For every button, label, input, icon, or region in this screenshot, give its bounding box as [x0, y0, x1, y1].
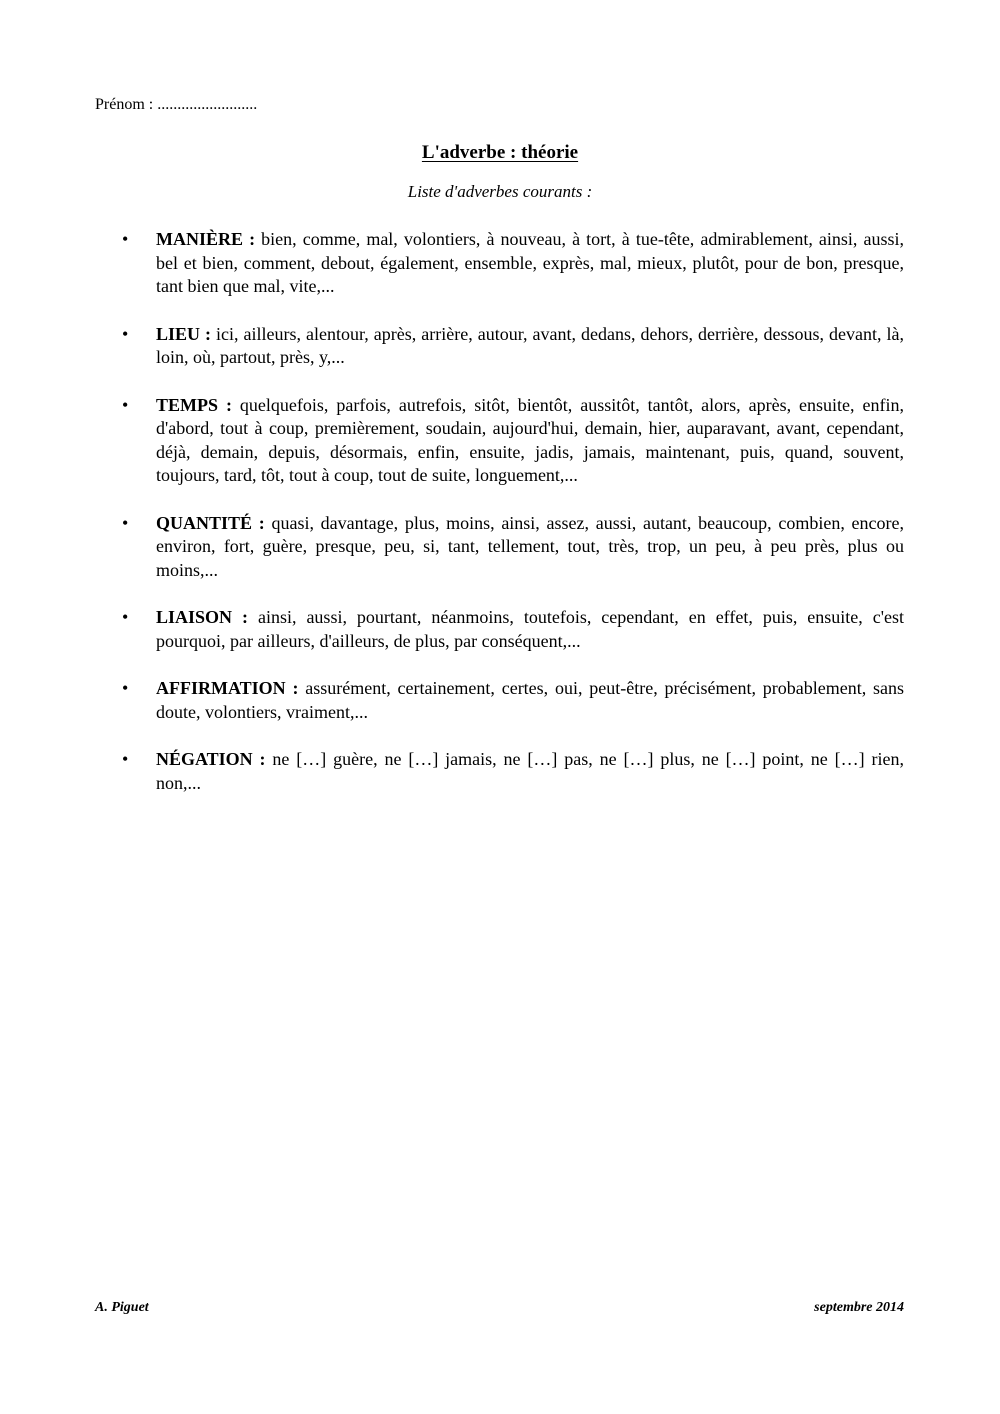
- category-text: assurément, certainement, certes, oui, peut-être, précisément, probablement, sans doute, volontiers, vraiment,...: [156, 678, 904, 722]
- category-label: AFFIRMATION :: [156, 678, 299, 698]
- page-title: L'adverbe : théorie: [421, 142, 579, 163]
- bullet-icon: •: [122, 607, 129, 627]
- bullet-icon: •: [122, 512, 129, 533]
- page-subtitle: Liste d'adverbes courants :: [407, 182, 593, 201]
- category-temps: [122, 394, 904, 488]
- bullet-icon: •: [122, 323, 129, 344]
- footer-date: septembre 2014: [814, 1300, 904, 1315]
- category-text: ainsi, aussi, pourtant, néanmoins, toutefois, cependant, en effet, puis, ensuite, c'est pourquoi, par ailleurs, d'ailleurs, de plus, par conséquent,...: [156, 607, 904, 651]
- category-text: bien, comme, mal, volontiers, à nouveau, à tort, à tue-tête, admirablement, ainsi, aussi, bel et bien, comment, debout, également, ensemble, exprès, mal, mieux, plutôt, pour de bon, presque, tant bien que mal, vite,...: [156, 229, 905, 296]
- adverb-category-list: [122, 228, 904, 819]
- bullet-icon: •: [122, 678, 129, 698]
- bullet-icon: •: [122, 394, 129, 415]
- category-label: QUANTITÉ :: [156, 512, 265, 533]
- category-text: quelquefois, parfois, autrefois, sitôt, bientôt, aussitôt, tantôt, alors, après, ensuite, enfin, d'abord, tout à coup, premièrement, soudain, aujourd'hui, demain, hier, auparavant, avant, cependant, déjà, demain, depuis, désormais, enfin, ensuite, jadis, jamais, maintenant, puis, quand, souvent, toujours, tard, tôt, tout à coup, tout de suite, longuement,...: [156, 394, 904, 485]
- category-label: TEMPS :: [156, 394, 232, 415]
- category-text: ne […] guère, ne […] jamais, ne […] pas, ne […] plus, ne […] point, ne […] rien, non,...: [156, 749, 904, 793]
- category-label: MANIÈRE :: [156, 229, 256, 249]
- prenom-field: Prénom : .........................: [95, 96, 258, 113]
- category-lieu: [122, 323, 904, 370]
- bullet-icon: •: [122, 229, 129, 249]
- category-label: LIAISON :: [156, 607, 248, 627]
- category-label: LIEU :: [156, 323, 212, 344]
- category-affirmation: [122, 677, 904, 724]
- category-quantite: [122, 512, 904, 583]
- category-liaison: [122, 606, 904, 653]
- bullet-icon: •: [122, 749, 129, 769]
- category-negation: [122, 748, 904, 795]
- category-label: NÉGATION :: [156, 749, 266, 769]
- category-maniere: [122, 228, 904, 299]
- category-text: ici, ailleurs, alentour, après, arrière, autour, avant, dedans, dehors, derrière, dessous, devant, là, loin, où, partout, près, y,...: [156, 323, 904, 367]
- footer-author: A. Piguet: [95, 1300, 149, 1315]
- category-text: quasi, davantage, plus, moins, ainsi, assez, aussi, autant, beaucoup, combien, encore, environ, fort, guère, presque, peu, si, tant, tellement, tout, très, trop, un peu, à peu près, plus ou moins,...: [156, 512, 905, 580]
